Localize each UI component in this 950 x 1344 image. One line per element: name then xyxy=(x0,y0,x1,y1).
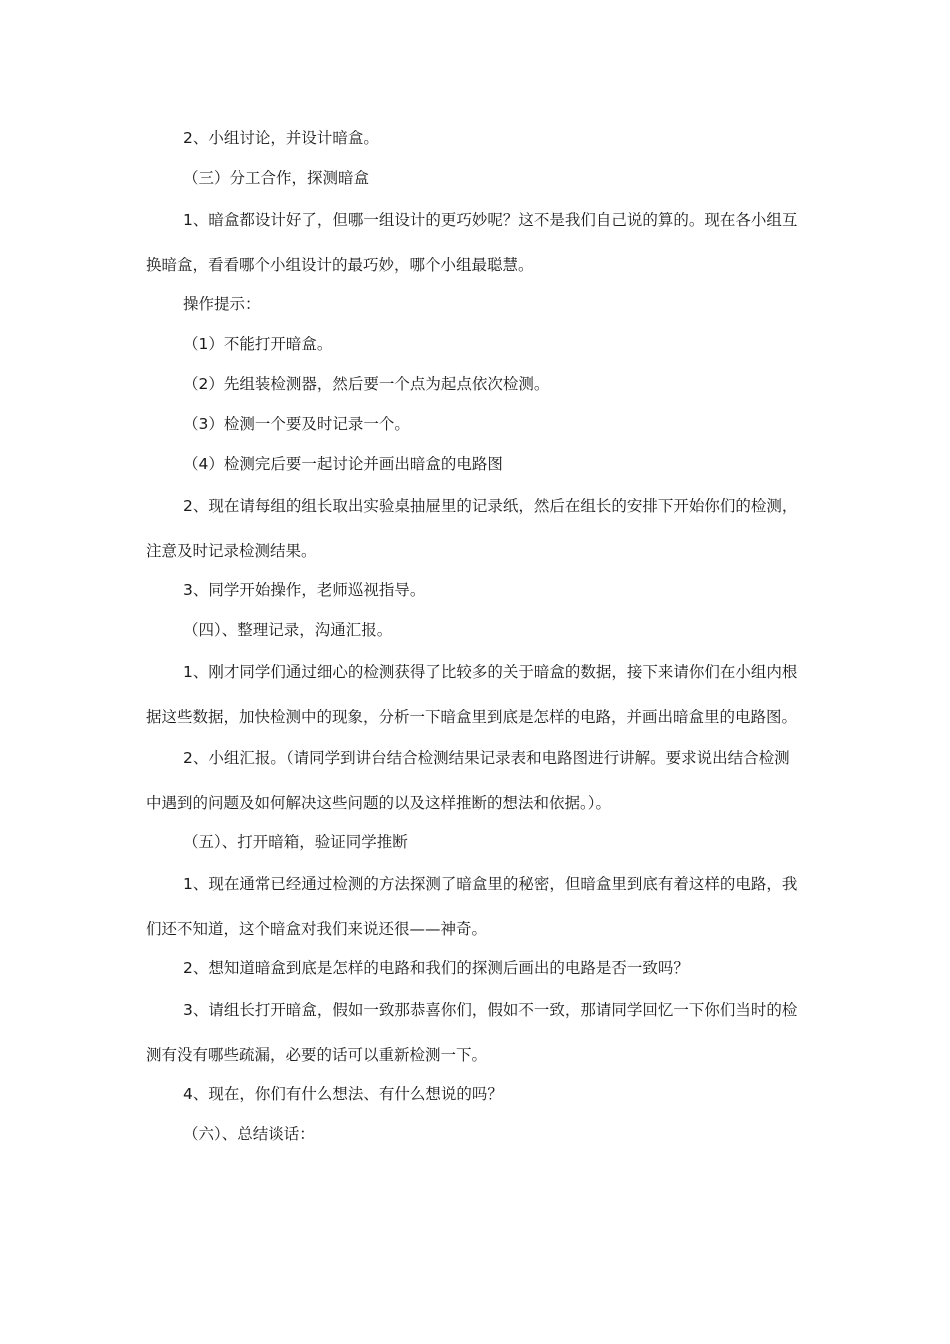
tip-2: （2）先组装检测器，然后要一个点为起点依次检测。 xyxy=(183,375,550,393)
section-heading-6: （六）、总结谈话： xyxy=(183,1125,315,1143)
tip-1: （1）不能打开暗盒。 xyxy=(183,335,333,353)
paragraph-1: 2、小组讨论，并设计暗盒。 xyxy=(183,129,379,147)
section-heading-4: （四）、整理记录，沟通汇报。 xyxy=(183,621,393,639)
tip-3: （3）检测一个要及时记录一个。 xyxy=(183,415,410,433)
paragraph-13: 2、小组汇报。（请同学到讲台结合检测结果记录表和电路图进行讲解。要求说出结合检测中遇到的问题及如何解决这些问题的以及这样推断的想法和依据。）。 xyxy=(146,749,790,812)
document-body xyxy=(146,118,802,1154)
paragraph-12: 1、刚才同学们通过细心的检测获得了比较多的关于暗盒的数据，接下来请你们在小组内根据这些数据，加快检测中的现象，分析一下暗盒里到底是怎样的电路，并画出暗盒里的电路图。 xyxy=(146,663,798,726)
tip-4: （4）检测完后要一起讨论并画出暗盒的电路图 xyxy=(183,455,503,473)
paragraph-17: 3、请组长打开暗盒，假如一致那恭喜你们，假如不一致，那请同学回忆一下你们当时的检测有没有哪些疏漏，必要的话可以重新检测一下。 xyxy=(146,1001,798,1064)
paragraph-18: 4、现在，你们有什么想法、有什么想说的吗？ xyxy=(183,1085,503,1103)
paragraph-9: 2、现在请每组的组长取出实验桌抽屉里的记录纸，然后在组长的安排下开始你们的检测，注意及时记录检测结果。 xyxy=(146,497,798,560)
paragraph-10: 3、同学开始操作，老师巡视指导。 xyxy=(183,581,426,599)
paragraph-15: 1、现在通常已经通过检测的方法探测了暗盒里的秘密，但暗盒里到底有着这样的电路，我们还不知道，这个暗盒对我们来说还很——神奇。 xyxy=(146,875,798,938)
section-heading-5: （五）、打开暗箱，验证同学推断 xyxy=(183,833,408,851)
paragraph-16: 2、想知道暗盒到底是怎样的电路和我们的探测后画出的电路是否一致吗？ xyxy=(183,959,689,977)
section-heading-3: （三）分工合作，探测暗盒 xyxy=(183,169,370,187)
operation-tips-label: 操作提示： xyxy=(183,295,261,313)
paragraph-3: 1、暗盒都设计好了，但哪一组设计的更巧妙呢？这不是我们自己说的算的。现在各小组互换暗盒，看看哪个小组设计的最巧妙，哪个小组最聪慧。 xyxy=(146,211,798,274)
